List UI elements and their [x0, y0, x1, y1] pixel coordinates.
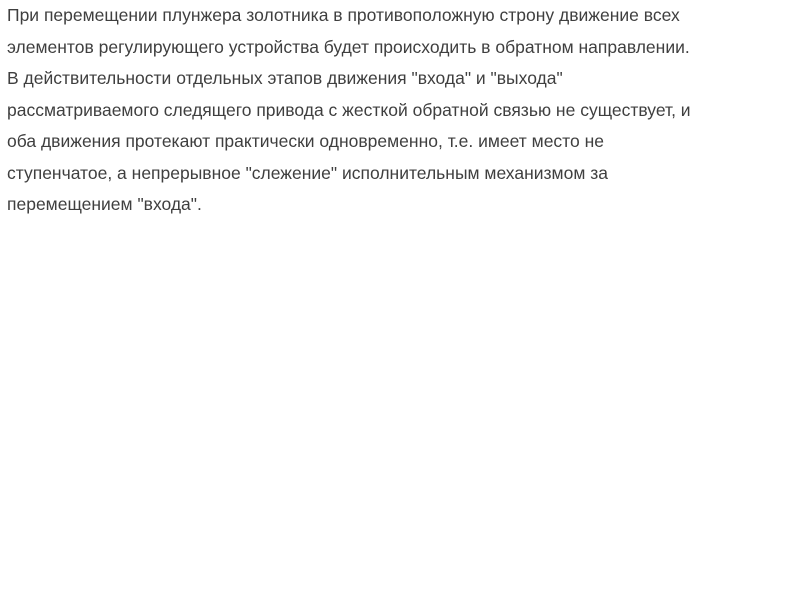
paragraph-line-6: ступенчатое, а непрерывное "слежение" исполнительным механизмом за	[7, 162, 608, 183]
paragraph-line-2: элементов регулирующего устройства будет происходить в обратном направлении.	[7, 36, 690, 57]
paragraph-line-7: перемещением "входа".	[7, 194, 202, 214]
paragraph-line-1: При перемещении плунжера золотника в противоположную строну движение всех	[7, 5, 680, 25]
body-paragraph	[7, 0, 793, 221]
paragraph-line-3: В действительности отдельных этапов движения "входа" и "выхода"	[7, 68, 563, 88]
paragraph-line-4: рассматриваемого следящего привода с жесткой обратной связью не существует, и	[7, 99, 691, 120]
paragraph-line-5: оба движения протекают практически одновременно, т.е. имеет место не	[7, 131, 604, 151]
